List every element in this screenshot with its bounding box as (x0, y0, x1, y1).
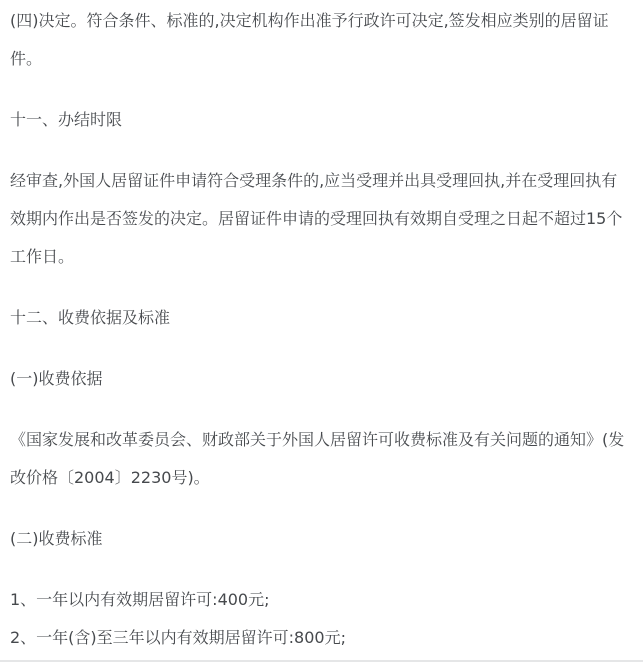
list-item-fee-one-year: 1、一年以内有效期居留许可:400元; (10, 590, 270, 609)
subheading-fee-standard: (二)收费标准 (10, 529, 103, 548)
paragraph-fee-basis-notice: 《国家发展和改革委员会、财政部关于外国人居留许可收费标准及有关问题的通知》(发改价格〔2004〕2230号)。 (10, 430, 625, 487)
subheading-fee-basis: (一)收费依据 (10, 369, 103, 388)
paragraph-time-limit-detail: 经审查,外国人居留证件申请符合受理条件的,应当受理并出具受理回执,并在受理回执有效期内作出是否签发的决定。居留证件申请的受理回执有效期自受理之日起不超过15个工作日。 (10, 171, 623, 266)
paragraph-decision-step: (四)决定。符合条件、标准的,决定机构作出准予行政许可决定,签发相应类别的居留证件。 (10, 11, 609, 68)
heading-section-12-fees: 十二、收费依据及标准 (10, 308, 171, 327)
list-item-fee-one-to-three-years: 2、一年(含)至三年以内有效期居留许可:800元; (10, 628, 346, 647)
heading-section-11-time-limit: 十一、办结时限 (10, 110, 123, 129)
bottom-divider (0, 660, 643, 662)
